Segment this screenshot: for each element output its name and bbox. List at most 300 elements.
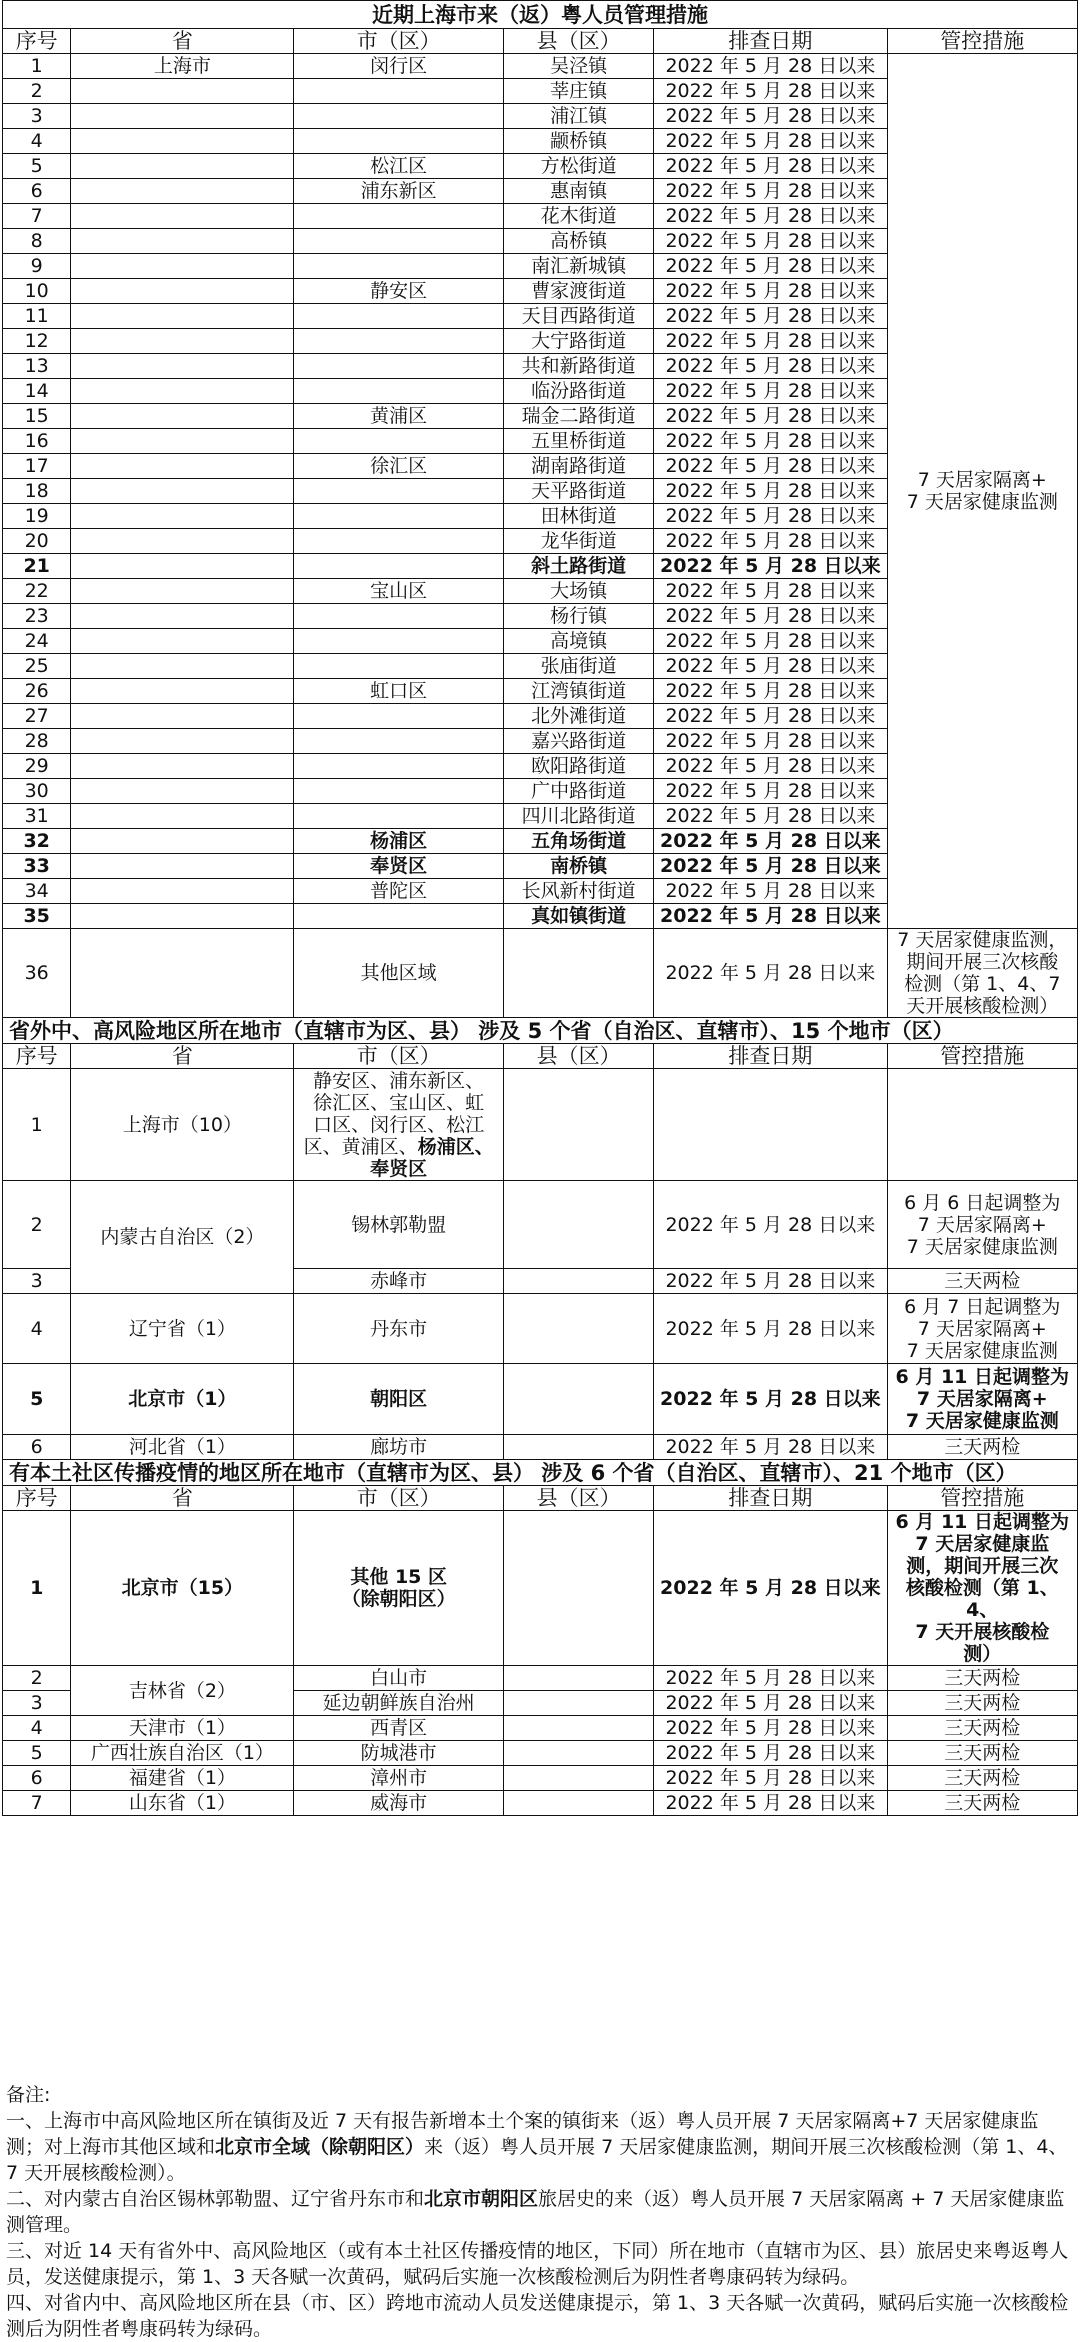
city-cell [294,804,504,829]
city-cell [294,429,504,454]
city-cell: 浦东新区 [294,179,504,204]
province-cell: 辽宁省（1） [71,1294,294,1364]
row-number: 1 [3,1069,71,1181]
date-cell: 2022 年 5 月 28 日以来 [654,1511,887,1666]
date-cell: 2022 年 5 月 28 日以来 [654,254,887,279]
city-cell [294,379,504,404]
measure-cell: 6 月 11 日起调整为 7 天居家隔离+ 7 天居家健康监测 [887,1364,1077,1435]
date-cell: 2022 年 5 月 28 日以来 [654,854,887,879]
county-cell [504,1741,654,1766]
note-4: 四、对省内中、高风险地区所在县（市、区）跨地市流动人员发送健康提示，第 1、3 天各赋一次黄码，赋码后实施一次核酸检测后为阴性者粤康码转为绿码。 [6,2292,1069,2340]
province-cell [71,329,294,354]
county-cell: 张庙街道 [504,654,654,679]
city-cell: 黄浦区 [294,404,504,429]
measure-cell: 三天两检 [887,1741,1077,1766]
measure-cell: 7 天居家健康监测， 期间开展三次核酸 检测（第 1、4、7 天开展核酸检测） [887,929,1077,1018]
table-row [3,1766,1078,1791]
county-cell: 瑞金二路街道 [504,404,654,429]
city-cell: 西青区 [294,1716,504,1741]
column-header: 序号 [3,29,71,54]
county-cell: 五角场街道 [504,829,654,854]
city-cell [294,754,504,779]
city-cell [294,304,504,329]
county-cell: 临汾路街道 [504,379,654,404]
row-number: 2 [3,1181,71,1269]
column-header: 县（区） [504,1044,654,1069]
city-cell [294,629,504,654]
province-cell: 北京市（1） [71,1364,294,1435]
row-number: 23 [3,604,71,629]
row-number: 29 [3,754,71,779]
city-cell: 静安区 [294,279,504,304]
date-cell: 2022 年 5 月 28 日以来 [654,629,887,654]
province-cell: 吉林省（2） [71,1666,294,1716]
title-row [3,1,1078,29]
measure-cell: 三天两检 [887,1691,1077,1716]
row-number: 36 [3,929,71,1018]
date-cell: 2022 年 5 月 28 日以来 [654,379,887,404]
city-cell: 防城港市 [294,1741,504,1766]
city-cell [294,354,504,379]
notes-section [6,2082,1074,2342]
date-cell: 2022 年 5 月 28 日以来 [654,529,887,554]
date-cell: 2022 年 5 月 28 日以来 [654,454,887,479]
county-cell [504,1766,654,1791]
date-cell: 2022 年 5 月 28 日以来 [654,429,887,454]
date-cell: 2022 年 5 月 28 日以来 [654,654,887,679]
row-number: 34 [3,879,71,904]
row-number: 5 [3,154,71,179]
province-cell: 河北省（1） [71,1435,294,1460]
county-cell: 高境镇 [504,629,654,654]
date-cell: 2022 年 5 月 28 日以来 [654,179,887,204]
province-cell [71,704,294,729]
county-cell: 长风新村街道 [504,879,654,904]
city-cell: 延边朝鲜族自治州 [294,1691,504,1716]
city-cell [294,779,504,804]
county-cell: 真如镇街道 [504,904,654,929]
date-cell: 2022 年 5 月 28 日以来 [654,554,887,579]
date-cell: 2022 年 5 月 28 日以来 [654,804,887,829]
row-number: 30 [3,779,71,804]
province-cell: 内蒙古自治区（2） [71,1181,294,1294]
city-cell [294,704,504,729]
date-cell: 2022 年 5 月 28 日以来 [654,1716,887,1741]
date-cell: 2022 年 5 月 28 日以来 [654,1691,887,1716]
note-1: 一、上海市中高风险地区所在镇街及近 7 天有报告新增本土个案的镇街来（返）粤人员开展 7 天居家隔离+7 天居家健康监测；对上海市其他区域和北京市全域（除朝阳区）来（返）粤人员开展 7 天居家健康监测，期间开展三次核酸检测（第 1、4、7 天开展核酸检测）。 [6,2110,1068,2184]
county-cell: 大场镇 [504,579,654,604]
section-2-title: 省外中、高风险地区所在地市（直辖市为区、县） 涉及 5 个省（自治区、直辖市）、15 个地市（区） [3,1018,1078,1044]
province-cell [71,379,294,404]
date-cell: 2022 年 5 月 28 日以来 [654,679,887,704]
column-header: 县（区） [504,29,654,54]
province-cell [71,179,294,204]
date-cell: 2022 年 5 月 28 日以来 [654,1294,887,1364]
county-cell: 龙华街道 [504,529,654,554]
measures-table [2,0,1078,1816]
date-cell: 2022 年 5 月 28 日以来 [654,304,887,329]
city-cell [294,504,504,529]
province-cell: 广西壮族自治区（1） [71,1741,294,1766]
city-cell [294,104,504,129]
measure-cell: 三天两检 [887,1791,1077,1816]
date-cell: 2022 年 5 月 28 日以来 [654,1269,887,1294]
province-cell [71,779,294,804]
county-cell: 天目西路街道 [504,304,654,329]
county-cell: 惠南镇 [504,179,654,204]
province-cell: 北京市（15） [71,1511,294,1666]
note-2: 二、对内蒙古自治区锡林郭勒盟、辽宁省丹东市和北京市朝阳区旅居史的来（返）粤人员开展 7 天居家隔离 + 7 天居家健康监测管理。 [6,2188,1065,2236]
county-cell [504,1716,654,1741]
date-cell: 2022 年 5 月 28 日以来 [654,829,887,854]
column-header: 序号 [3,1486,71,1511]
county-cell: 莘庄镇 [504,79,654,104]
row-number: 24 [3,629,71,654]
section-3-title: 有本土社区传播疫情的地区所在地市（直辖市为区、县） 涉及 6 个省（自治区、直辖市）、21 个地市（区） [3,1460,1078,1486]
city-cell [294,604,504,629]
row-number: 21 [3,554,71,579]
table-row [3,1511,1078,1666]
date-cell: 2022 年 5 月 28 日以来 [654,904,887,929]
date-cell: 2022 年 5 月 28 日以来 [654,1181,887,1269]
row-number: 8 [3,229,71,254]
province-cell [71,804,294,829]
column-header: 省 [71,1044,294,1069]
date-cell: 2022 年 5 月 28 日以来 [654,229,887,254]
date-cell: 2022 年 5 月 28 日以来 [654,54,887,79]
province-cell [71,304,294,329]
table-row [3,1435,1078,1460]
county-cell [504,1181,654,1269]
province-cell: 天津市（1） [71,1716,294,1741]
city-cell: 杨浦区 [294,829,504,854]
city-cell: 宝山区 [294,579,504,604]
date-cell: 2022 年 5 月 28 日以来 [654,729,887,754]
county-cell: 高桥镇 [504,229,654,254]
county-cell: 嘉兴路街道 [504,729,654,754]
date-cell: 2022 年 5 月 28 日以来 [654,579,887,604]
note-3: 三、对近 14 天有省外中、高风险地区（或有本土社区传播疫情的地区，下同）所在地市（直辖市为区、县）旅居史来粤返粤人员，发送健康提示，第 1、3 天各赋一次黄码，赋码后实施一次核酸检测后为阴性者粤康码转为绿码。 [6,2240,1069,2288]
measure-cell: 三天两检 [887,1666,1077,1691]
county-cell: 天平路街道 [504,479,654,504]
province-cell [71,604,294,629]
row-number: 12 [3,329,71,354]
row-number: 32 [3,829,71,854]
county-cell [504,1069,654,1181]
row-number: 6 [3,1435,71,1460]
column-header: 管控措施 [887,29,1077,54]
table-row [3,1181,1078,1269]
province-cell: 上海市 [71,54,294,79]
row-number: 4 [3,1716,71,1741]
province-cell [71,929,294,1018]
measure-cell: 7 天居家隔离+ 7 天居家健康监测 [887,54,1077,929]
county-cell [504,1691,654,1716]
province-cell [71,529,294,554]
date-cell: 2022 年 5 月 28 日以来 [654,779,887,804]
row-number: 2 [3,1666,71,1691]
header-row [3,29,1078,54]
county-cell [504,929,654,1018]
province-cell [71,454,294,479]
city-cell: 威海市 [294,1791,504,1816]
date-cell: 2022 年 5 月 28 日以来 [654,1741,887,1766]
row-number: 5 [3,1741,71,1766]
county-cell: 大宁路街道 [504,329,654,354]
table-row [3,929,1078,1018]
column-header: 省 [71,29,294,54]
measure-cell: 三天两检 [887,1269,1077,1294]
table-row [3,1069,1078,1181]
province-cell: 上海市（10） [71,1069,294,1181]
province-cell [71,679,294,704]
county-cell: 广中路街道 [504,779,654,804]
row-number: 33 [3,854,71,879]
row-number: 3 [3,1691,71,1716]
table-row [3,1741,1078,1766]
province-cell [71,879,294,904]
row-number: 9 [3,254,71,279]
county-cell: 湖南路街道 [504,454,654,479]
city-cell: 虹口区 [294,679,504,704]
row-number: 20 [3,529,71,554]
row-number: 17 [3,454,71,479]
county-cell: 南汇新城镇 [504,254,654,279]
county-cell: 欧阳路街道 [504,754,654,779]
province-cell [71,154,294,179]
province-cell [71,129,294,154]
row-number: 4 [3,129,71,154]
date-cell: 2022 年 5 月 28 日以来 [654,504,887,529]
county-cell: 江湾镇街道 [504,679,654,704]
province-cell [71,279,294,304]
date-cell: 2022 年 5 月 28 日以来 [654,1666,887,1691]
date-cell: 2022 年 5 月 28 日以来 [654,204,887,229]
column-header: 序号 [3,1044,71,1069]
row-number: 16 [3,429,71,454]
row-number: 19 [3,504,71,529]
city-cell: 闵行区 [294,54,504,79]
column-header: 管控措施 [887,1486,1077,1511]
row-number: 1 [3,1511,71,1666]
row-number: 6 [3,1766,71,1791]
county-cell: 方松街道 [504,154,654,179]
date-cell: 2022 年 5 月 28 日以来 [654,479,887,504]
row-number: 15 [3,404,71,429]
notes-label: 备注: [6,2084,51,2106]
city-cell [294,254,504,279]
measure-cell: 三天两检 [887,1766,1077,1791]
county-cell: 曹家渡街道 [504,279,654,304]
measure-cell: 三天两检 [887,1716,1077,1741]
city-cell [294,129,504,154]
county-cell: 斜土路街道 [504,554,654,579]
row-number: 7 [3,204,71,229]
table-title: 近期上海市来（返）粤人员管理措施 [3,1,1078,29]
city-cell [294,79,504,104]
city-cell [294,729,504,754]
date-cell: 2022 年 5 月 28 日以来 [654,1435,887,1460]
measure-cell [887,1069,1077,1181]
city-cell: 其他区域 [294,929,504,1018]
province-cell [71,254,294,279]
column-header: 排查日期 [654,29,887,54]
province-cell [71,579,294,604]
county-cell [504,1269,654,1294]
date-cell: 2022 年 5 月 28 日以来 [654,1364,887,1435]
date-cell: 2022 年 5 月 28 日以来 [654,1766,887,1791]
row-number: 28 [3,729,71,754]
city-cell [294,554,504,579]
city-cell: 丹东市 [294,1294,504,1364]
province-cell [71,104,294,129]
row-number: 3 [3,1269,71,1294]
province-cell [71,904,294,929]
column-header: 省 [71,1486,294,1511]
row-number: 13 [3,354,71,379]
header-row [3,1044,1078,1069]
county-cell: 浦江镇 [504,104,654,129]
row-number: 14 [3,379,71,404]
date-cell: 2022 年 5 月 28 日以来 [654,929,887,1018]
province-cell [71,629,294,654]
county-cell: 吴泾镇 [504,54,654,79]
city-cell: 松江区 [294,154,504,179]
province-cell [71,554,294,579]
table-row [3,1364,1078,1435]
province-cell [71,229,294,254]
province-cell: 福建省（1） [71,1766,294,1791]
measure-cell: 6 月 6 日起调整为 7 天居家隔离+ 7 天居家健康监测 [887,1181,1077,1269]
date-cell: 2022 年 5 月 28 日以来 [654,104,887,129]
city-cell: 锡林郭勒盟 [294,1181,504,1269]
table-row [3,1791,1078,1816]
county-cell: 四川北路街道 [504,804,654,829]
date-cell: 2022 年 5 月 28 日以来 [654,79,887,104]
county-cell: 南桥镇 [504,854,654,879]
date-cell: 2022 年 5 月 28 日以来 [654,604,887,629]
table-row [3,1666,1078,1691]
county-cell: 花木街道 [504,204,654,229]
row-number: 7 [3,1791,71,1816]
city-cell: 奉贤区 [294,854,504,879]
row-number: 3 [3,104,71,129]
row-number: 4 [3,1294,71,1364]
measure-cell: 三天两检 [887,1435,1077,1460]
date-cell: 2022 年 5 月 28 日以来 [654,354,887,379]
county-cell [504,1791,654,1816]
city-cell: 徐汇区 [294,454,504,479]
county-cell: 杨行镇 [504,604,654,629]
table-row [3,1294,1078,1364]
province-cell [71,504,294,529]
county-cell [504,1511,654,1666]
county-cell [504,1666,654,1691]
county-cell: 颛桥镇 [504,129,654,154]
city-cell [294,904,504,929]
city-cell [294,479,504,504]
date-cell: 2022 年 5 月 28 日以来 [654,879,887,904]
column-header: 排查日期 [654,1044,887,1069]
province-cell [71,829,294,854]
city-cell [294,529,504,554]
measure-cell: 6 月 11 日起调整为 7 天居家健康监 测，期间开展三次 核酸检测（第 1、4、 7 天开展核酸检 测） [887,1511,1077,1666]
row-number: 18 [3,479,71,504]
city-bold: 杨浦区、 奉贤区 [370,1135,494,1180]
table-row [3,54,1078,79]
column-header: 市（区） [294,29,504,54]
province-cell [71,729,294,754]
row-number: 27 [3,704,71,729]
city-cell [294,329,504,354]
column-header: 市（区） [294,1044,504,1069]
city-cell: 静安区、浦东新区、 徐汇区、宝山区、虹 口区、闵行区、松江 区、黄浦区、杨浦区、 奉贤区 [294,1069,504,1181]
date-cell: 2022 年 5 月 28 日以来 [654,404,887,429]
row-number: 1 [3,54,71,79]
city-cell: 漳州市 [294,1766,504,1791]
date-cell: 2022 年 5 月 28 日以来 [654,154,887,179]
date-cell: 2022 年 5 月 28 日以来 [654,279,887,304]
county-cell: 五里桥街道 [504,429,654,454]
measure-cell: 6 月 7 日起调整为 7 天居家隔离+ 7 天居家健康监测 [887,1294,1077,1364]
province-cell [71,854,294,879]
province-cell [71,354,294,379]
column-header: 排查日期 [654,1486,887,1511]
province-cell [71,479,294,504]
row-number: 25 [3,654,71,679]
city-cell [294,229,504,254]
city-cell: 白山市 [294,1666,504,1691]
date-cell: 2022 年 5 月 28 日以来 [654,329,887,354]
row-number: 31 [3,804,71,829]
date-cell: 2022 年 5 月 28 日以来 [654,754,887,779]
date-cell: 2022 年 5 月 28 日以来 [654,129,887,154]
county-cell [504,1364,654,1435]
column-header: 县（区） [504,1486,654,1511]
date-cell: 2022 年 5 月 28 日以来 [654,704,887,729]
province-cell [71,204,294,229]
date-cell [654,1069,887,1181]
city-cell: 其他 15 区 （除朝阳区） [294,1511,504,1666]
county-cell: 田林街道 [504,504,654,529]
province-cell [71,754,294,779]
province-cell [71,654,294,679]
city-cell [294,204,504,229]
column-header: 管控措施 [887,1044,1077,1069]
row-number: 22 [3,579,71,604]
city-cell [294,654,504,679]
row-number: 6 [3,179,71,204]
row-number: 26 [3,679,71,704]
city-cell: 廊坊市 [294,1435,504,1460]
row-number: 2 [3,79,71,104]
county-cell [504,1294,654,1364]
province-cell: 山东省（1） [71,1791,294,1816]
county-cell: 共和新路街道 [504,354,654,379]
county-cell: 北外滩街道 [504,704,654,729]
column-header: 市（区） [294,1486,504,1511]
province-cell [71,429,294,454]
province-cell [71,79,294,104]
row-number: 11 [3,304,71,329]
city-cell: 赤峰市 [294,1269,504,1294]
province-cell [71,404,294,429]
county-cell [504,1435,654,1460]
city-cell: 朝阳区 [294,1364,504,1435]
section-title-row [3,1018,1078,1044]
row-number: 5 [3,1364,71,1435]
row-number: 10 [3,279,71,304]
